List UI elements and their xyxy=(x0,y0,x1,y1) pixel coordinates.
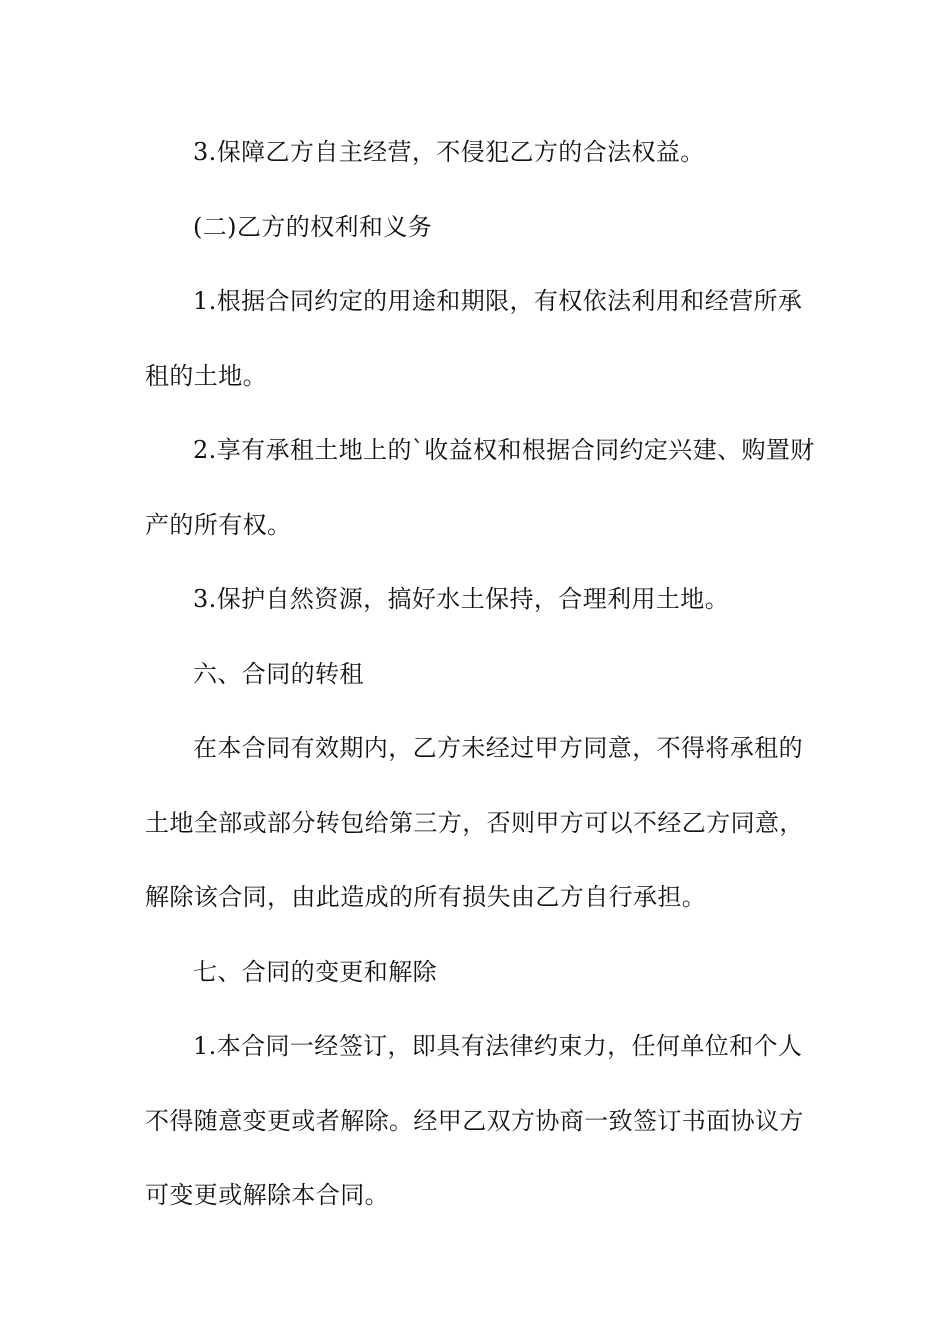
amendment-clause-line-1: 1.本合同一经签订，即具有法律约束力，任何单位和个人 xyxy=(193,1032,803,1060)
section-heading-amendment: 七、合同的变更和解除 xyxy=(193,957,437,986)
clause-3b-line: 3.保护自然资源，搞好水土保持，合理利用土地。 xyxy=(193,585,730,613)
section-heading-sublease: 六、合同的转租 xyxy=(193,659,364,688)
sublease-paragraph-line-1: 在本合同有效期内，乙方未经过甲方同意，不得将承租的 xyxy=(193,734,803,762)
section-heading-party-b-rights: (二)乙方的权利和义务 xyxy=(193,212,433,241)
amendment-clause-line-3: 可变更或解除本合同。 xyxy=(145,1181,389,1209)
document-body xyxy=(145,130,815,1248)
clause-2-line-1: 2.享有承租土地上的`收益权和根据合同约定兴建、购置财 xyxy=(193,436,815,464)
clause-2-line-2: 产的所有权。 xyxy=(145,510,292,539)
clause-1-line-2: 租的土地。 xyxy=(145,361,267,390)
amendment-clause-line-2: 不得随意变更或者解除。经甲乙双方协商一致签订书面协议方 xyxy=(145,1106,804,1135)
clause-3-line: 3.保障乙方自主经营，不侵犯乙方的合法权益。 xyxy=(193,138,705,166)
clause-1-line-1: 1.根据合同约定的用途和期限，有权依法利用和经营所承 xyxy=(193,287,803,315)
sublease-paragraph-line-2: 土地全部或部分转包给第三方，否则甲方可以不经乙方同意， xyxy=(145,808,804,837)
sublease-paragraph-line-3: 解除该合同，由此造成的所有损失由乙方自行承担。 xyxy=(145,883,707,911)
